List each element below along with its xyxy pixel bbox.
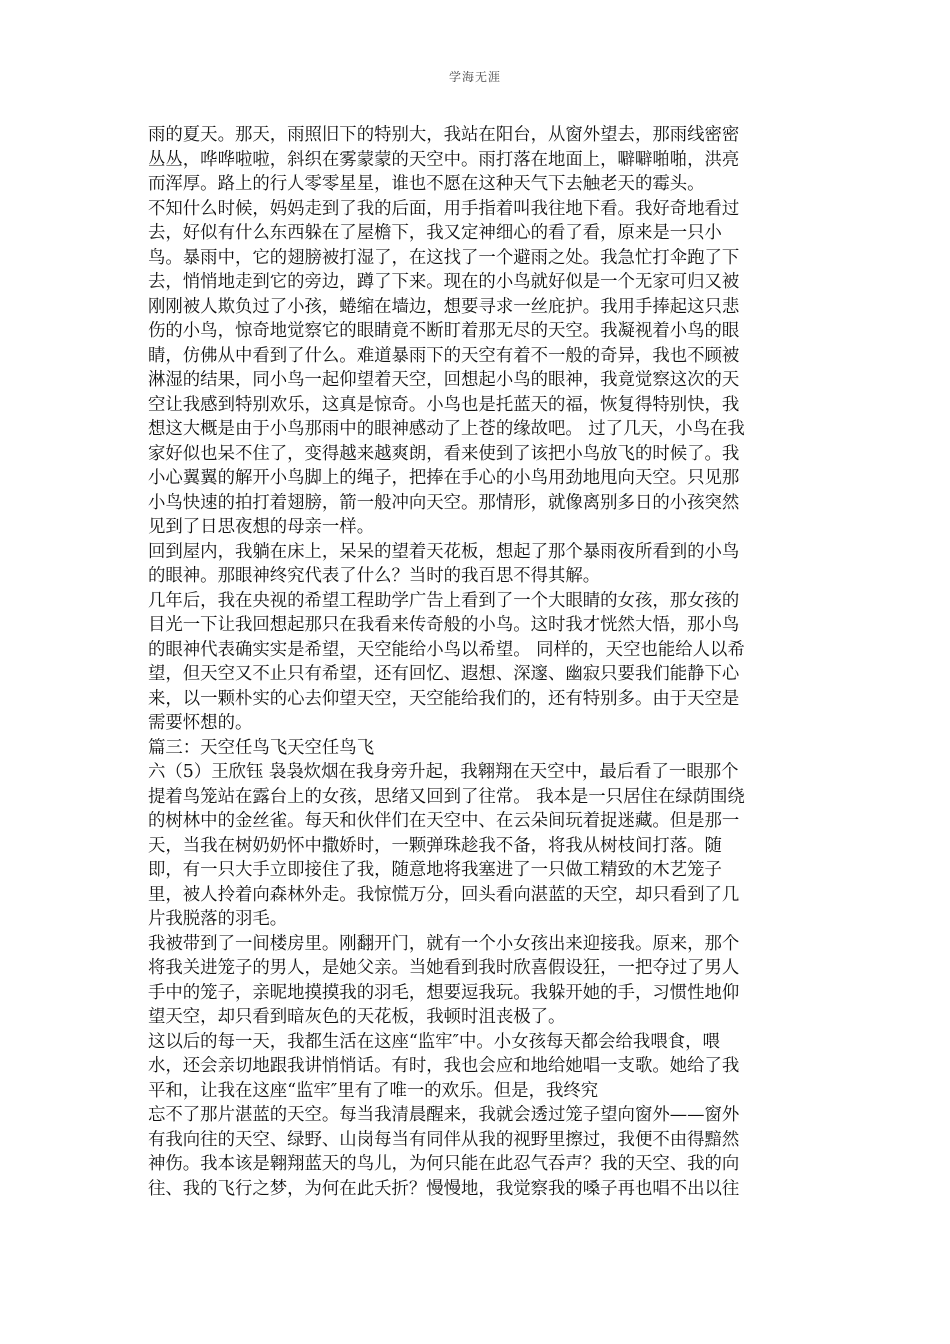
text-line: 伤的小鸟，惊奇地觉察它的眼睛竟不断盯着那无尽的天空。我凝视着小鸟的眼 xyxy=(148,321,740,341)
page-header: 学海无涯 xyxy=(448,70,501,84)
text-line: 平和，让我在这座“监牢″里有了唯一的欢乐。但是，我终究 xyxy=(148,1080,599,1101)
text-line: 的树林中的金丝雀。每天和伙伴们在天空中、在云朵间玩着捉迷藏。但是那一 xyxy=(148,811,740,831)
text-line: 去，好似有什么东西躲在了屋檐下，我又定神细心的看了看，原来是一只小 xyxy=(148,223,722,243)
text-line: 天，当我在树奶奶怀中撒娇时，一颗弹珠趁我不备，将我从树枝间打落。随 xyxy=(148,835,722,856)
text-line: 里，被人拎着向森林外走。我惊慌万分，回头看向湛蓝的天空，却只看到了几 xyxy=(148,884,740,905)
text-line: 忘不了那片湛蓝的天空。每当我清晨醒来，我就会透过笼子望向窗外——窗外 xyxy=(148,1105,740,1125)
text-line: 即，有一只大手立即接住了我，随意地将我塞进了一只做工精致的木艺笼子 xyxy=(148,860,722,880)
text-line: 这以后的每一天，我都生活在这座“监牢″中。小女孩每天都会给我喂食，喂 xyxy=(148,1031,720,1052)
text-line: 望，但天空又不止只有希望，还有回忆、遐想、深邃、幽寂只要我们能静下心 xyxy=(148,664,740,684)
text-line: 去，悄悄地走到它的旁边，蹲了下来。现在的小鸟就好似是一个无家可归又被 xyxy=(148,272,740,292)
text-line: 我被带到了一间楼房里。刚翻开门，就有一个小女孩出来迎接我。原来，那个 xyxy=(148,933,740,954)
text-line: 水，还会亲切地跟我讲悄悄话。有时，我也会应和地给她唱一支歌。她给了我 xyxy=(148,1056,740,1076)
text-line: 鸟。暴雨中，它的翅膀被打湿了，在这找了一个避雨之处。我急忙打伞跑了下 xyxy=(148,247,740,268)
text-line: 的眼神。那眼神终究代表了什么？当时的我百思不得其解。 xyxy=(148,566,601,586)
text-line: 篇三：天空任鸟飞天空任鸟飞 xyxy=(148,737,375,758)
text-line: 丛丛，哗哗啦啦，斜织在雾蒙蒙的天空中。雨打落在地面上，噼噼啪啪，洪亮 xyxy=(148,149,740,170)
text-line: 有我向往的天空、绿野、山岗每当有同伴从我的视野里擦过，我便不由得黯然 xyxy=(148,1129,740,1150)
text-line: 睛，仿佛从中看到了什么。难道暴雨下的天空有着不一般的奇异，我也不顾被 xyxy=(148,345,740,366)
text-line: 往、我的飞行之梦，为何在此夭折？慢慢地，我觉察我的嗓子再也唱不出以往 xyxy=(148,1178,740,1199)
text-line: 回到屋内，我躺在床上，呆呆的望着天花板，想起了那个暴雨夜所看到的小鸟 xyxy=(148,541,740,562)
text-line: 小心翼翼的解开小鸟脚上的绳子，把捧在手心的小鸟用劲地甩向天空。只见那 xyxy=(148,468,740,488)
document-body xyxy=(148,123,803,1201)
text-line: 刚刚被人欺负过了小孩，蜷缩在墙边，想要寻求一丝庇护。我用手捧起这只悲 xyxy=(148,296,740,317)
text-line: 几年后，我在央视的希望工程助学广告上看到了一个大眼睛的女孩，那女孩的 xyxy=(148,590,740,611)
text-line: 神伤。我本该是翱翔蓝天的鸟儿，为何只能在此忍气吞声？我的天空、我的向 xyxy=(148,1154,740,1174)
text-line: 望天空，却只看到暗灰色的天花板，我顿时沮丧极了。 xyxy=(148,1007,566,1027)
text-line: 手中的笼子，亲昵地摸摸我的羽毛，想要逗我玩。我躲开她的手，习惯性地仰 xyxy=(148,982,740,1003)
text-line: 雨的夏天。那天，雨照旧下的特别大，我站在阳台，从窗外望去，那雨线密密 xyxy=(148,125,740,145)
text-line: 需要怀想的。 xyxy=(148,713,253,733)
text-line: 来，以一颗朴实的心去仰望天空，天空能给我们的，还有特别多。由于天空是 xyxy=(148,688,740,709)
text-line: 的眼神代表确实实是希望，天空能给小鸟以希望。 同样的，天空也能给人以希 xyxy=(148,639,745,660)
text-line: 不知什么时候，妈妈走到了我的后面，用手指着叫我往地下看。我好奇地看过 xyxy=(148,198,740,219)
text-line: 六（5）王欣钰 袅袅炊烟在我身旁升起，我翱翔在天空中，最后看了一眼那个 xyxy=(148,762,739,782)
text-line: 想这大概是由于小鸟那雨中的眼神感动了上苍的缘故吧。 过了几天，小鸟在我 xyxy=(148,419,745,439)
text-line: 片我脱落的羽毛。 xyxy=(148,909,288,929)
text-line: 小鸟快速的拍打着翅膀，箭一般冲向天空。那情形，就像离别多日的小孩突然 xyxy=(148,492,740,513)
text-line: 而浑厚。路上的行人零零星星，谁也不愿在这种天气下去触老天的霉头。 xyxy=(148,174,705,194)
text-line: 见到了日思夜想的母亲一样。 xyxy=(148,517,375,537)
text-line: 目光一下让我回想起那只在我看来传奇般的小鸟。这时我才恍然大悟，那小鸟 xyxy=(148,615,740,635)
text-line: 空让我感到特别欢乐，这真是惊奇。小鸟也是托蓝天的福，恢复得特别快，我 xyxy=(148,394,740,415)
text-line: 家好似也呆不住了，变得越来越爽朗，看来使到了该把小鸟放飞的时候了。我 xyxy=(148,443,740,464)
text-line: 将我关进笼子的男人，是她父亲。当她看到我时欣喜假设狂，一把夺过了男人 xyxy=(148,958,740,978)
text-line: 淋湿的结果，同小鸟一起仰望着天空，回想起小鸟的眼神，我竟觉察这次的天 xyxy=(148,370,740,390)
text-line: 提着鸟笼站在露台上的女孩，思绪又回到了往常。 我本是一只居住在绿荫围绕 xyxy=(148,786,745,807)
